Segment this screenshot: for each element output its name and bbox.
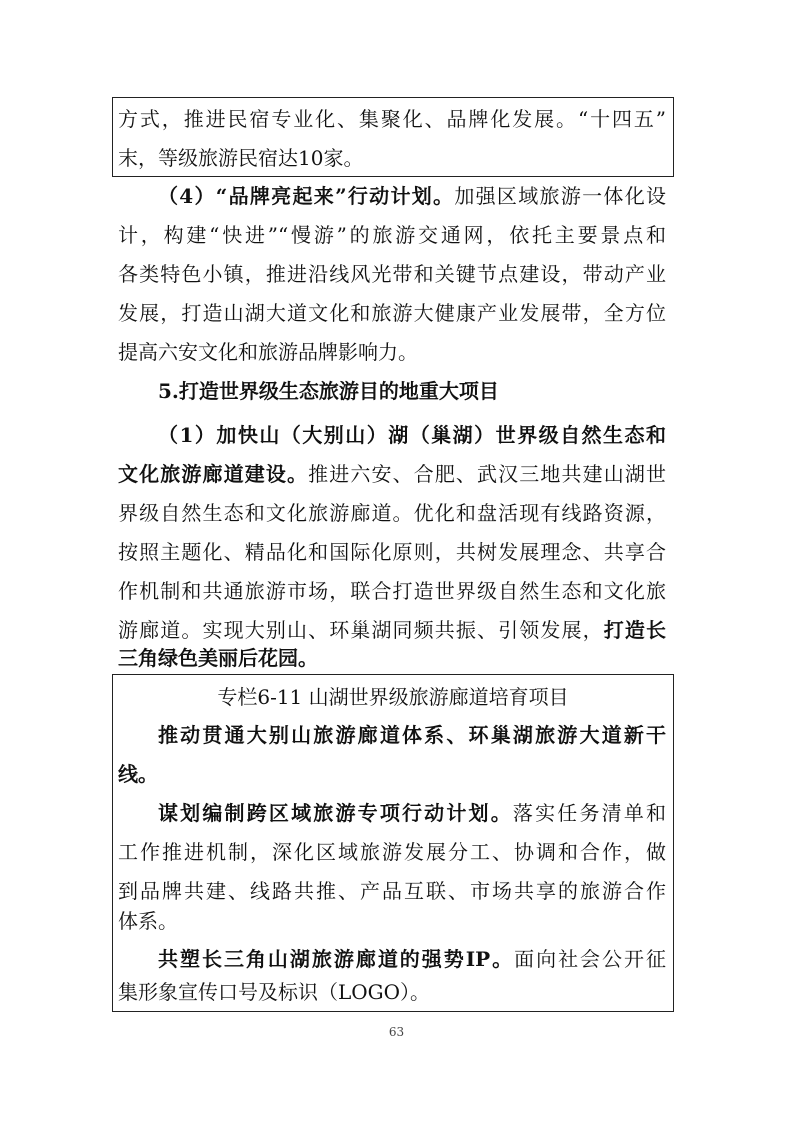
column-item3-line-1 (158, 945, 666, 973)
column-item2-line-2: 工作推进机制，深化区域旅游发展分工、协调和合作，做 (118, 840, 666, 864)
top-box-line-1: 方式，推进民宿专业化、集聚化、品牌化发展。“十四五” (118, 107, 666, 131)
section5-heading: 5.打造世界级生态旅游目的地重大项目 (158, 379, 499, 403)
column-item2-line1-rest: 落实任务清单和 (512, 801, 667, 825)
section5-1-line-2 (118, 460, 666, 488)
section5-1-line2-rest: 推进六安、合肥、武汉三地共建山湖世 (308, 462, 667, 486)
section4-line-5: 提高六安文化和旅游品牌影响力。 (118, 340, 418, 364)
section5-1-line6-normal: 游廊道。实现大别山、环巢湖同频共振、引领发展， (118, 618, 604, 642)
page-number: 63 (388, 1025, 405, 1039)
section5-1-line-6 (118, 616, 666, 644)
section4-line-1 (158, 182, 666, 210)
column-item1-line-2: 线。 (118, 762, 158, 786)
section4-line-4: 发展，打造山湖大道文化和旅游大健康产业发展带，全方位 (118, 301, 666, 325)
section5-1-line6-bold: 打造长 (603, 618, 667, 642)
column-item2-heading: 谋划编制跨区域旅游专项行动计划。 (158, 801, 513, 825)
section5-1-heading-line-1: （1）加快山（大别山）湖（巢湖）世界级自然生态和 (158, 423, 666, 447)
column-item3-heading: 共塑长三角山湖旅游廊道的强势IP。 (158, 947, 515, 971)
column-item1-line-1: 推动贯通大别山旅游廊道体系、环巢湖旅游大道新干 (158, 723, 666, 747)
column-item2-line-4: 体系。 (118, 909, 178, 933)
section5-1-line-4: 按照主题化、精品化和国际化原则，共树发展理念、共享合 (118, 540, 666, 564)
section5-1-heading-line-2: 文化旅游廊道建设。 (118, 462, 309, 486)
column-item2-line-1 (158, 799, 666, 827)
section4-line-3: 各类特色小镇，推进沿线风光带和关键节点建设，带动产业 (118, 262, 666, 286)
section4-line1-rest: 加强区域旅游一体化设 (454, 184, 666, 208)
column-item2-line-3: 到品牌共建、线路共推、产品互联、市场共享的旅游合作 (118, 879, 666, 903)
section5-1-line-5: 作机制和共通旅游市场，联合打造世界级自然生态和文化旅 (118, 579, 666, 603)
section4-line-2: 计，构建“快进”“慢游”的旅游交通网，依托主要景点和 (118, 223, 666, 247)
column-item3-line-2: 集形象宣传口号及标识（LOGO）。 (118, 980, 431, 1004)
section4-heading: （4）“品牌亮起来”行动计划。 (158, 184, 455, 208)
section5-1-line-7: 三角绿色美丽后花园。 (118, 646, 318, 670)
column-box-title: 专栏6-11 山湖世界级旅游廊道培育项目 (217, 685, 569, 709)
section5-1-line-3: 界级自然生态和文化旅游廊道。优化和盘活现有线路资源， (118, 501, 666, 525)
column-item3-line1-rest: 面向社会公开征 (514, 947, 666, 971)
top-box-line-2: 末，等级旅游民宿达10家。 (118, 146, 364, 170)
